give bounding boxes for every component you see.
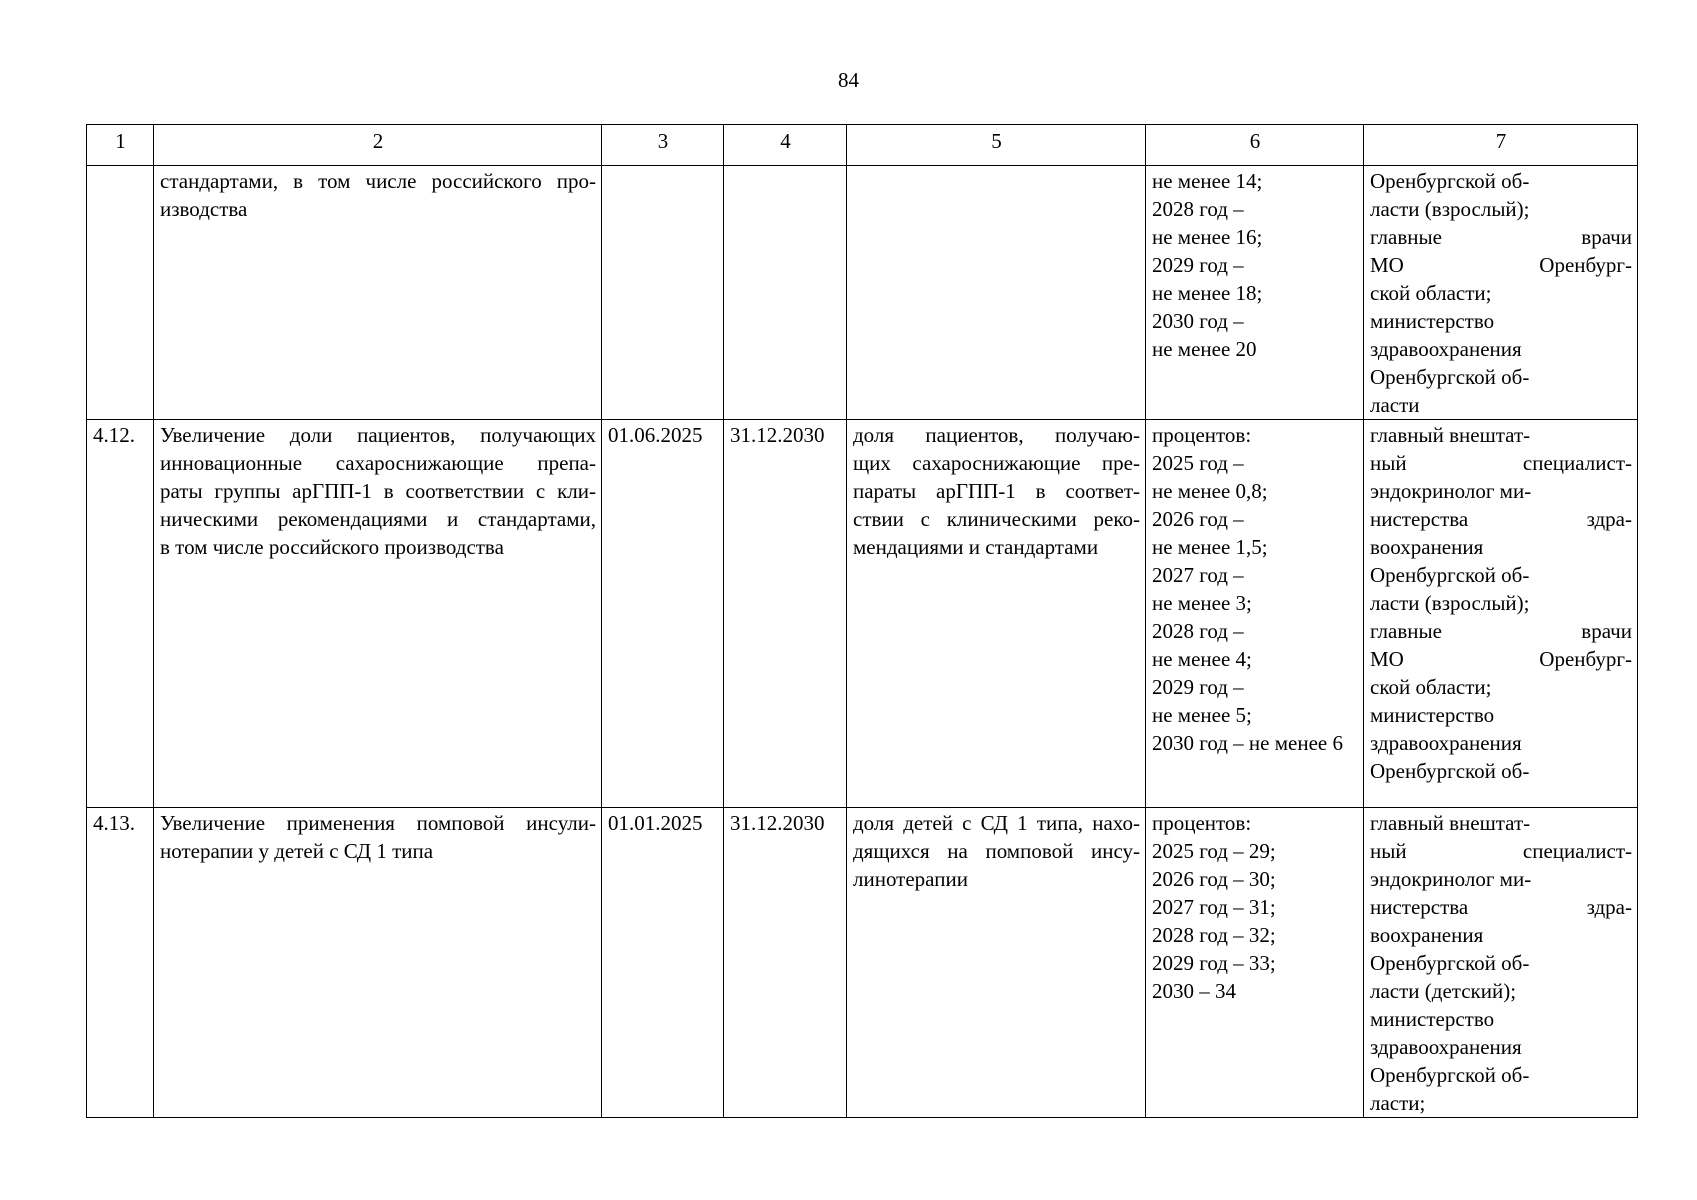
item-number [87,166,154,420]
text-line: 2029 год – [1152,253,1244,277]
text-line: министерство [1370,309,1495,333]
text-line: 2028 год – [1152,619,1244,643]
text-line: нистерства здра- [1370,507,1632,531]
item-number: 4.12. [87,420,154,808]
end-date: 31.12.2030 [724,420,847,808]
text-line: ный специалист- [1370,451,1632,475]
text-line: не менее 16; [1152,225,1263,249]
column-header-2: 2 [154,125,602,166]
text-line: Оренбургской об- [1370,365,1530,389]
responsible-cell [1364,166,1638,420]
text-line: не менее 20 [1152,337,1257,361]
text-line: инновационные сахароснижающие препа- [160,451,596,475]
table-row [87,808,1638,1118]
activity-cell [154,808,602,1118]
end-date: 31.12.2030 [724,808,847,1118]
text-line: дящихся на помповой инсу- [853,839,1140,863]
text-line: МО Оренбург- [1370,647,1632,671]
text-line: 2026 год – [1152,507,1244,531]
responsible-cell [1364,420,1638,808]
text-line: параты арГПП-1 в соответ- [853,479,1140,503]
text-line: 2028 год – 32; [1152,923,1276,947]
text-line: Оренбургской об- [1370,951,1530,975]
text-line: эндокринолог ми- [1370,867,1532,891]
text-line: 2030 год – [1152,309,1244,333]
responsible-cell [1364,808,1638,1118]
text-line: не менее 5; [1152,703,1252,727]
text-line: Оренбургской об- [1370,759,1530,783]
text-line: 2025 год – 29; [1152,839,1276,863]
indicator-cell [847,420,1146,808]
values-cell [1146,420,1364,808]
text-line: ласти (взрослый); [1370,591,1530,615]
text-line: нотерапии у детей с СД 1 типа [160,839,434,863]
text-line: не менее 3; [1152,591,1252,615]
start-date: 01.01.2025 [602,808,724,1118]
text-line: стандартами, в том числе российского про- [160,169,596,193]
start-date [602,166,724,420]
header-row [87,125,1638,166]
table-row [87,420,1638,808]
text-line: 2029 год – 33; [1152,951,1276,975]
text-line: ствии с клиническими реко- [853,507,1140,531]
text-line: главные врачи [1370,619,1632,643]
text-line: ской области; [1370,281,1492,305]
text-line: главный внештат- [1370,811,1531,835]
text-line: главные врачи [1370,225,1632,249]
text-line: ласти (детский); [1370,979,1517,1003]
text-line: 2027 год – [1152,563,1244,587]
text-line: ласти; [1370,1091,1426,1115]
text-line: министерство [1370,1007,1495,1031]
column-header-4: 4 [724,125,847,166]
text-line: не менее 1,5; [1152,535,1268,559]
text-line: доля пациентов, получаю- [853,423,1140,447]
text-line: ласти (взрослый); [1370,197,1530,221]
column-header-6: 6 [1146,125,1364,166]
text-line: нистерства здра- [1370,895,1632,919]
text-line: здравоохранения [1370,1035,1522,1059]
column-header-3: 3 [602,125,724,166]
text-line: воохранения [1370,923,1484,947]
text-line: 2027 год – 31; [1152,895,1276,919]
text-line: линотерапии [853,867,968,891]
column-header-1: 1 [87,125,154,166]
text-line: щих сахароснижающие пре- [853,451,1140,475]
text-line: изводства [160,197,248,221]
indicator-cell [847,166,1146,420]
text-line: в том числе российского производства [160,535,504,559]
text-line: процентов: [1152,423,1252,447]
text-line: Увеличение доли пациентов, получающих [160,423,596,447]
text-line: Оренбургской об- [1370,169,1530,193]
text-line: здравоохранения [1370,337,1522,361]
measures-table [86,124,1638,1118]
text-line: Оренбургской об- [1370,563,1530,587]
text-line: 2029 год – [1152,675,1244,699]
text-line: ской области; [1370,675,1492,699]
text-line: МО Оренбург- [1370,253,1632,277]
text-line: процентов: [1152,811,1252,835]
column-header-7: 7 [1364,125,1638,166]
table-row [87,166,1638,420]
text-line: 2030 – 34 [1152,979,1236,1003]
column-header-5: 5 [847,125,1146,166]
text-line: ласти [1370,393,1420,417]
indicator-cell [847,808,1146,1118]
text-line: доля детей с СД 1 типа, нахо- [853,811,1140,835]
text-line: Оренбургской об- [1370,1063,1530,1087]
text-line: здравоохранения [1370,731,1522,755]
activity-cell [154,420,602,808]
values-cell [1146,166,1364,420]
text-line: не менее 0,8; [1152,479,1268,503]
text-line: Увеличение применения помповой инсули- [160,811,596,835]
text-line: ный специалист- [1370,839,1632,863]
text-line: не менее 18; [1152,281,1263,305]
page-number: 84 [838,68,859,92]
item-number: 4.13. [87,808,154,1118]
end-date [724,166,847,420]
text-line: раты группы арГПП-1 в соответствии с кли- [160,479,596,503]
text-line: министерство [1370,703,1495,727]
values-cell [1146,808,1364,1118]
text-line: 2028 год – [1152,197,1244,221]
text-line: не менее 4; [1152,647,1252,671]
text-line: 2030 год – не менее 6 [1152,731,1343,755]
text-line: 2025 год – [1152,451,1244,475]
text-line: воохранения [1370,535,1484,559]
text-line: ническими рекомендациями и стандартами, [160,507,596,531]
text-line: 2026 год – 30; [1152,867,1276,891]
text-line: эндокринолог ми- [1370,479,1532,503]
activity-cell [154,166,602,420]
start-date: 01.06.2025 [602,420,724,808]
text-line: главный внештат- [1370,423,1531,447]
text-line: мендациями и стандартами [853,535,1099,559]
text-line: не менее 14; [1152,169,1263,193]
